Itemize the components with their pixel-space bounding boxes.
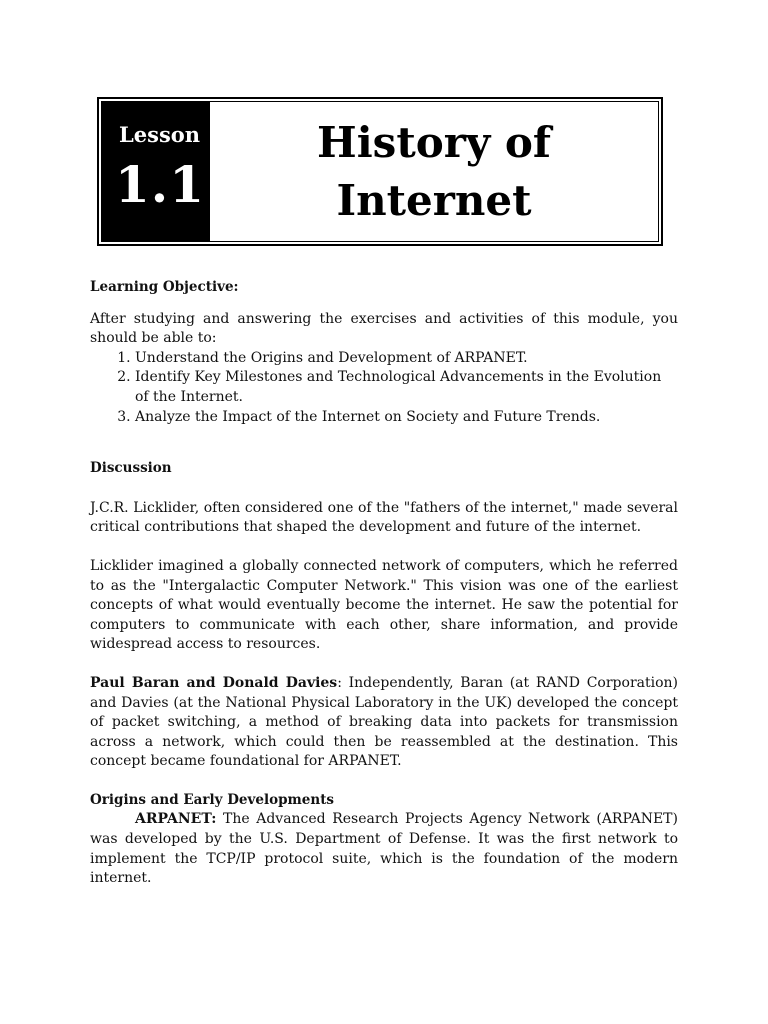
document-body (90, 278, 678, 889)
lesson-label-block (102, 102, 210, 241)
lesson-header (97, 97, 663, 246)
arpanet-term: ARPANET: (135, 811, 217, 828)
page-title (210, 102, 658, 241)
objective-item: 3. Analyze the Impact of the Internet on Society and Future Trends. (135, 408, 678, 428)
discussion-paragraph-1: J.C.R. Licklider, often considered one of the "fathers of the internet," made several critical contributions that shaped the development and future of the internet. (90, 499, 678, 536)
lesson-number: 1.1 (115, 155, 205, 214)
objective-item: 1. Understand the Origins and Development of ARPANET. (135, 349, 678, 369)
arpanet-text: The Advanced Research Projects Agency Network (ARPANET) was developed by the U.S. Department of Defense. It was the first network to implement the TCP/IP protocol suite, which is the foundation of the modern internet. (90, 811, 678, 887)
lesson-word: Lesson (119, 122, 201, 147)
lesson-header-inner (101, 101, 659, 242)
baran-davies-term: Paul Baran and Donald Davies (90, 674, 338, 691)
objective-heading: Learning Objective: (90, 279, 239, 295)
discussion-paragraph-3 (90, 674, 678, 772)
baran-davies-text: : Independently, Baran (at RAND Corporation) and Davies (at the National Physical Laboratory in the UK) developed the concept of packet switching, a method of breaking data into packets for transmission across a network, which could then be reassembled at the destination. This concept became foundational for ARPANET. (90, 674, 678, 770)
discussion-heading: Discussion (90, 460, 172, 477)
objective-intro: After studying and answering the exercises and activities of this module, you should be able to: (90, 310, 678, 347)
title-line-2: Internet (336, 175, 532, 225)
origins-heading: Origins and Early Developments (90, 791, 335, 808)
title-line-1: History of (317, 117, 551, 167)
objective-list (90, 349, 678, 427)
arpanet-paragraph (90, 810, 678, 888)
discussion-paragraph-2: Licklider imagined a globally connected network of computers, which he referred to as the "Intergalactic Computer Network." This vision was one of the earliest concepts of what would eventually become the internet. He saw the potential for computers to communicate with each other, share information, and provide widespread access to resources. (90, 557, 678, 653)
objective-item: 2. Identify Key Milestones and Technological Advancements in the Evolution of the Internet. (135, 368, 678, 407)
